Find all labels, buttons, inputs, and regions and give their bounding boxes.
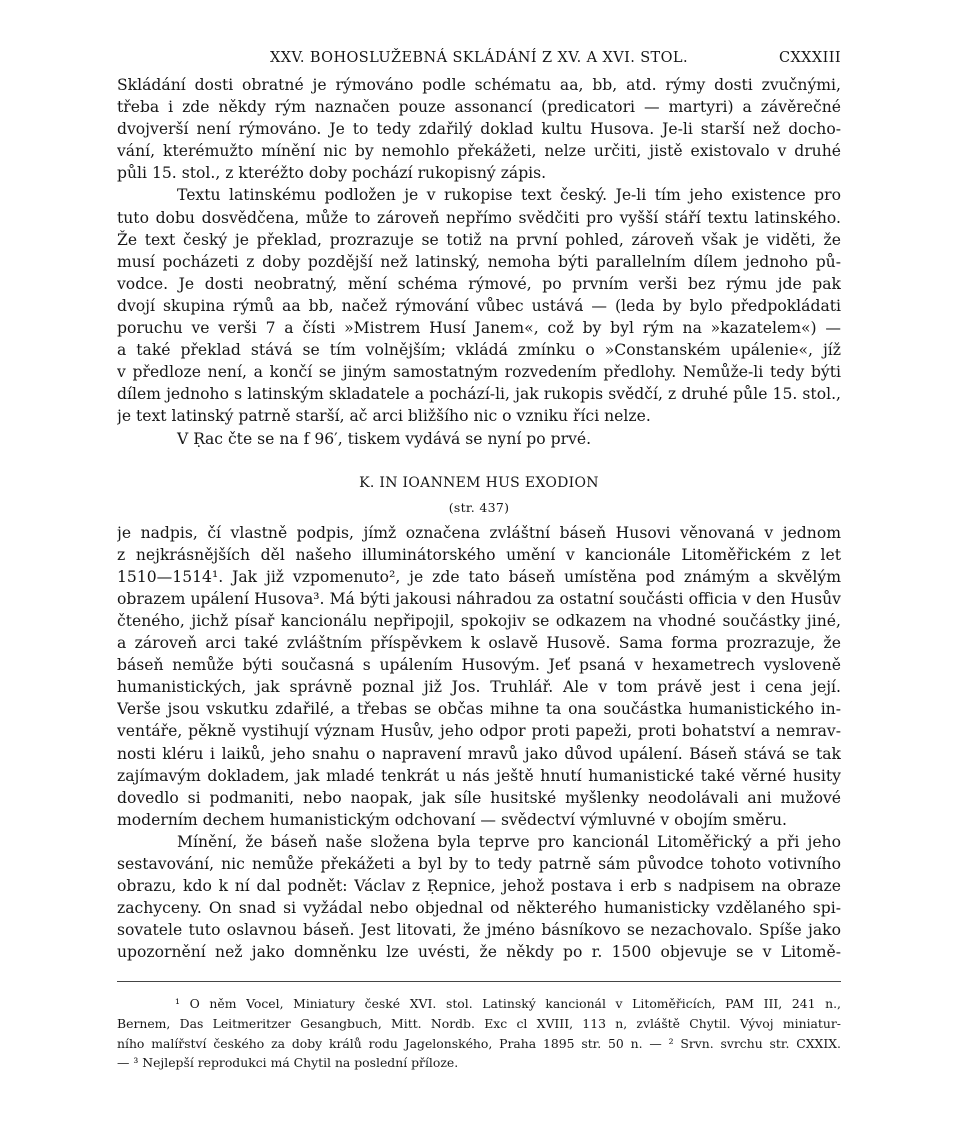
text-line: báseň nemůže býti současná s upálením Husovým. Jeť psaná v hexametrech vysloveně [117,656,841,675]
section-title: K. IN IOANNEM HUS EXODION [359,474,599,491]
footnote-line: Bernem, Das Leitmeritzer Gesangbuch, Mitt. Nordb. Exc cl XVIII, 113 n, zvláště Chytil. Vývoj miniatur- [117,1016,841,1032]
running-header [117,50,841,74]
text-line: a také překlad stává se tím volnějším; vkládá zmínku o »Constanském upálenie«, jíž [117,341,841,360]
footnote-line: ního malířství českého za doby králů rodu Jagelonského, Praha 1895 str. 50 n. — ² Srvn. svrchu str. CXXIX. [117,1035,841,1051]
text-line: a zároveň arci také zvláštním příspěvkem k oslavě Husově. Sama forma prozrazuje, že [117,634,841,653]
text-line: sovatele tuto oslavnou báseň. Jest litovati, že jméno básníkovo se nezachovalo. Spíše jako [117,921,841,940]
text-line: V Ṛac čte se na f 96′, tiskem vydává se nyní po prvé. [177,429,592,448]
page-number: CXXXIII [778,50,841,66]
text-line: obrazu, kdo k ní dal podnět: Václav z Ṛepnice, jehož postava i erb s nadpisem na obraze [117,877,841,896]
section-heading [117,472,841,518]
paragraph [117,831,841,964]
text-line: dovedlo si podmaniti, nebo naopak, jak síle husitské myšlenky neodolávali ani mužové [117,788,841,807]
text-line: zajímavým dokladem, jak mladé tenkrát u nás ještě hnutí humanistické také věrné husity [117,766,841,785]
running-title: XXV. BOHOSLUŽEBNÁ SKLÁDÁNÍ Z XV. A XVI. STOL. [270,50,688,66]
page [117,50,841,1073]
text-line: půli 15. stol., z kteréžto doby pochází rukopisný zápis. [117,164,547,183]
text-line: vání, kterémužto mínění nic by nemohlo překážeti, nelze určiti, jistě existovalo v druhé [117,142,841,161]
footnote-line: ¹ O něm Vocel, Miniatury české XVI. stol. Latinský kancionál v Litoměřicích, PAM III, 241 n., [175,996,841,1012]
text-line: je text latinský patrně starší, ač arci bližšího nic o vzniku říci nelze. [117,407,651,426]
text-line: nosti kléru i laiků, jeho snahu o napravení mravů jako důvod upálení. Báseň stává se tak [117,744,841,763]
text-line: je nadpis, čí vlastně podpis, jímž označena zvláštní báseň Husovi věnovaná v jednom [117,523,841,542]
text-line: tuto dobu dosvědčena, může to zároveň nepřímo svědčiti pro vyšší stáří textu latinského. [117,208,841,227]
text-line: čteného, jichž písař kancionálu nepřipojil, spokojiv se odkazem na vhodné součástky jiné, [117,611,841,630]
paragraph [117,74,841,184]
text-line: moderním dechem humanistickým odchovaní — svědectví výmluvné v obojím směru. [117,810,787,829]
text-line: sestavování, nic nemůže překážeti a byl by to tedy patrně sám původce tohoto votivního [117,855,841,873]
paragraph [117,184,841,427]
footnote-divider [117,981,841,982]
text-line: poruchu ve verši 7 a čísti »Mistrem Husí Janem«, což by byl rým na »kazatelem«) — [117,319,841,338]
footnote-line: — ³ Nejlepší reprodukci má Chytil na poslední příloze. [117,1055,459,1071]
text-line: Verše jsou vskutku zdařilé, a třebas se občas mihne ta ona součástka humanistického in- [117,700,841,719]
footnotes [117,994,841,1072]
text-line: v předloze není, a končí se jiným samostatným rozvedením předlohy. Nemůže-li tedy býti [117,363,841,382]
paragraph [117,522,841,831]
text-line: zachyceny. On snad si vyžádal nebo objednal od některého humanisticky vzdělaného spi- [117,899,841,918]
text-line: z nejkrásnějších děl našeho illuminátorského umění v kancionále Litoměřickém z let [117,545,841,564]
text-line: Mínění, že báseň naše složena byla teprve pro kancionál Litoměřický a při jeho [177,832,841,851]
text-line: vodce. Je dosti neobratný, mění schéma rýmové, po prvním verši bez rýmu jde pak [117,274,841,293]
text-line: humanistických, jak správně poznal již Jos. Truhlář. Ale v tom právě jest i cena její. [117,678,841,697]
text-line: musí pocházeti z doby pozdější než latinský, nemoha býti parallelním dílem jednoho pů- [117,252,841,271]
text-line: dvojverší není rýmováno. Je to tedy zdařilý doklad kultu Husova. Je-li starší než docho- [117,120,841,139]
text-line: Že text český je překlad, prozrazuje se totiž na první pohled, zároveň však je viděti, že [117,230,841,249]
paragraph [117,428,841,450]
text-line: dvojí skupina rýmů aa bb, načež rýmování vůbec ustává — (leda by bylo předpokládati [117,296,841,315]
text-line: 1510—1514¹. Jak již vzpomenuto², je zde tato báseň umístěna pod známým a skvělým [117,567,841,586]
text-line: Skládání dosti obratné je rýmováno podle schématu aa, bb, atd. rýmy dosti zvučnými, [117,76,841,94]
section-page-ref: (str. 437) [448,499,510,515]
text-line: upozornění než jako domněnku lze uvésti, že někdy po r. 1500 objevuje se v Litomě- [117,943,841,962]
text-line: třeba i zde někdy rým naznačen pouze assonancí (predicatori — martyri) a závěrečné [117,98,841,117]
text-line: Textu latinskému podložen je v rukopise text český. Je-li tím jeho existence pro [177,186,841,205]
text-line: dílem jednoho s latinským skladatele a pochází-li, jak rukopis svědčí, z druhé půle 15. stol., [117,385,841,404]
text-line: obrazem upálení Husova³. Má býti jakousi náhradou za ostatní součásti officia v den Husův [117,589,841,608]
text-line: ventáře, pěkně vystihují význam Husův, jeho odpor proti papeži, proti bohatství a nemrav- [117,722,841,741]
